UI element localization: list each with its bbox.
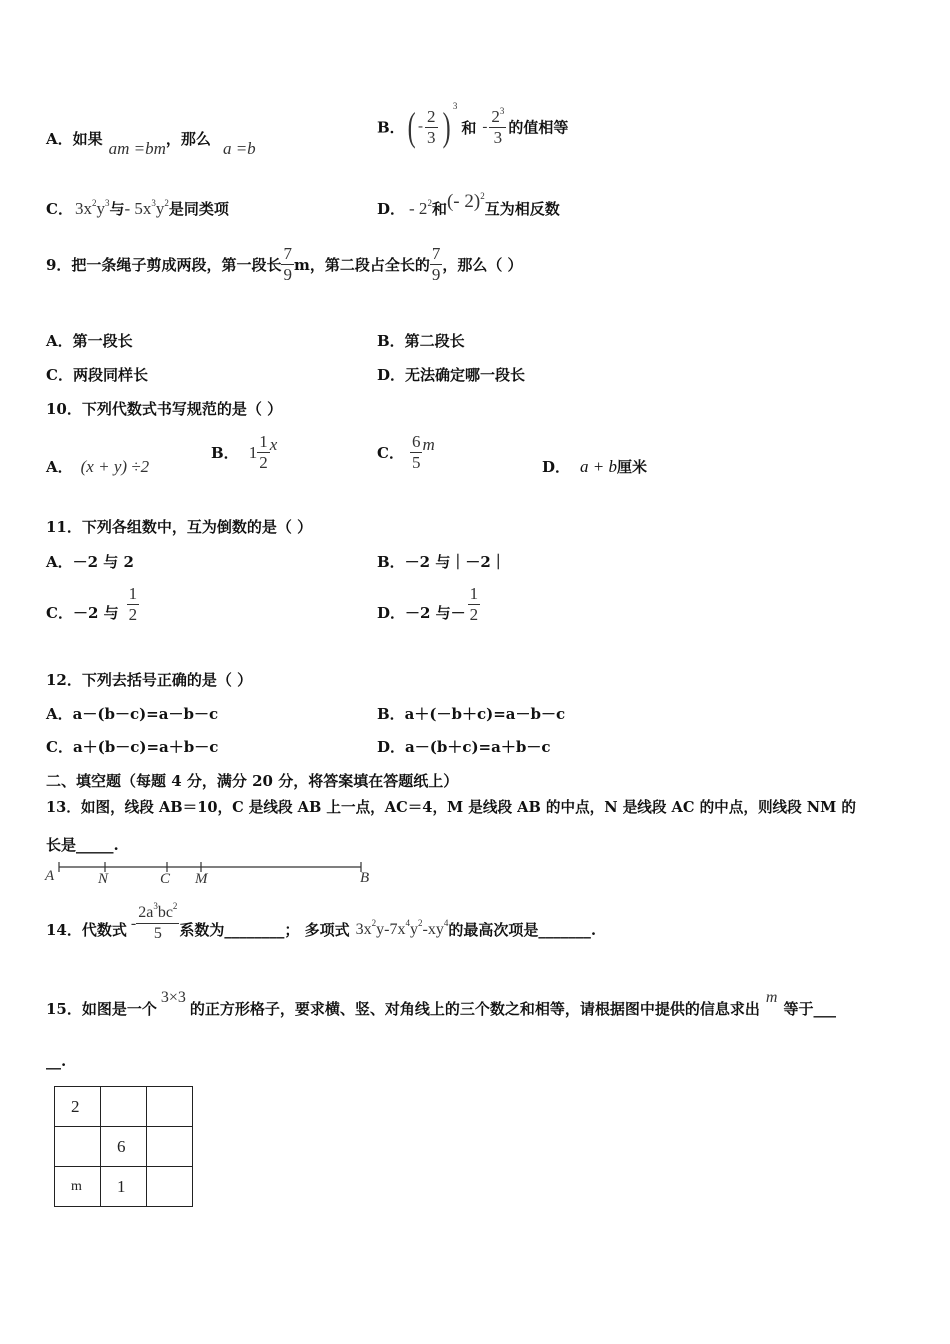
q10-option-c: C． $\frac{6}{5}$ m: [377, 432, 435, 472]
q9-fraction-2: $\frac{7}{9}$: [431, 244, 441, 284]
grid-cell: m: [55, 1167, 101, 1207]
q8-a-mid: ，那么: [165, 130, 211, 148]
q10-stem: 10．下列代数式书写规范的是（ ）: [46, 400, 283, 418]
point-label-a: A: [45, 868, 55, 884]
q15-magic-square: [54, 1086, 193, 1207]
q9-option-a: A．第一段长: [46, 332, 133, 350]
q8-b-tail: 的值相等: [508, 118, 569, 137]
q8-option-a: [46, 128, 256, 158]
q13-line2: 长是_____.: [46, 836, 119, 854]
q11-option-d: D．－2 与－ $\frac{1}{2}$: [377, 584, 479, 624]
q8-option-b: B．( - $\frac{2}{3}$ ) $^3$和 - $\frac{2^3}{3}$ 的值相等: [377, 101, 569, 149]
q9-option-b: B．第二段长: [377, 332, 465, 350]
q14-fraction: $\frac{2a^3bc^2}{5}$: [138, 901, 178, 942]
q8-b-fraction: $\frac{2}{3}$: [427, 106, 436, 147]
q8-b-and: 和: [461, 118, 477, 137]
q15-stem: 15．如图是一个3×3的正方形格子，要求横、竖、对角线上的三个数之和相等，请根据图中提供的信息求出m等于___: [46, 989, 836, 1018]
grid-cell: 1: [101, 1167, 147, 1207]
q8-option-c: C． $3x^2y^3$与- $5x^3y^2$是同类项: [46, 198, 229, 218]
q10-option-d: D． a + b厘米: [542, 457, 648, 476]
q8-a-expr2: a =b: [222, 139, 256, 158]
q11-option-c: C．－2 与 $\frac{1}{2}$: [46, 584, 138, 624]
point-label-b: B: [360, 870, 370, 886]
grid-cell: 6: [101, 1127, 147, 1167]
grid-cell: [147, 1087, 193, 1127]
q10-option-b: B． 1 $\frac{1}{2}$ x: [211, 432, 278, 472]
grid-cell: [101, 1087, 147, 1127]
q11-option-b: B．－2 与｜－2｜: [377, 553, 506, 571]
grid-cell: [147, 1167, 193, 1207]
section2-title: 二、填空题（每题 4 分，满分 20 分，将答案填在答题纸上）: [46, 772, 459, 790]
q8-b-exp: 3: [452, 101, 458, 111]
grid-cell: 2: [55, 1087, 101, 1127]
q14-stem: 14．代数式 - $\frac{2a^3bc^2}{5}$ 系数为________； 多项式 $3x^2y-7x^4y^2-xy^4$的最高次项是_______.: [46, 901, 597, 942]
grid-row: [55, 1167, 193, 1207]
point-label-m: M: [195, 871, 208, 887]
q8-option-d: D． - $2^2$和(- 2)$^2$互为相反数: [377, 191, 560, 218]
q11-stem: 11．下列各组数中，互为倒数的是（ ）: [46, 518, 313, 536]
grid-cell: [147, 1127, 193, 1167]
q11-option-a: A．－2 与 2: [46, 553, 134, 571]
point-label-n: N: [98, 871, 109, 887]
q10-option-a: A． (x + y) ÷2: [46, 457, 150, 476]
point-label-c: C: [160, 871, 171, 887]
grid-row: [55, 1127, 193, 1167]
grid-cell: [55, 1127, 101, 1167]
q15-line2: __.: [46, 1052, 67, 1070]
q9-fraction-1: $\frac{7}{9}$: [283, 244, 292, 284]
grid-row: [55, 1087, 193, 1127]
q8-b-fraction2: $\frac{2^3}{3}$: [491, 105, 505, 147]
q9-option-d: D．无法确定哪一段长: [377, 366, 526, 384]
q8-b-label: B．: [377, 118, 405, 137]
q12-option-a: A．a－(b－c)=a－b－c: [46, 705, 219, 723]
q8-a-expr1: am =bm: [108, 139, 166, 158]
q12-stem: 12．下列去括号正确的是（ ）: [46, 671, 253, 689]
q12-option-b: B．a＋(－b＋c)=a－b－c: [377, 705, 566, 723]
q9-stem: 9．把一条绳子剪成两段，第一段长 $\frac{7}{9}$ m，第二段占全长的 $\frac{7}{9}$ ，那么（ ）: [46, 244, 523, 284]
q13-segment-diagram: [40, 858, 380, 890]
q9-option-c: C．两段同样长: [46, 366, 148, 384]
q12-option-c: C．a＋(b－c)=a＋b－c: [46, 738, 219, 756]
q8-a-label: A．如果: [46, 130, 103, 148]
q13-line1: 13．如图，线段 AB＝10，C 是线段 AB 上一点，AC＝4，M 是线段 AB 的中点，N 是线段 AC 的中点，则线段 NM 的: [46, 799, 856, 816]
q8-b-minus: -: [418, 118, 424, 135]
q12-option-d: D．a－(b＋c)=a＋b－c: [377, 738, 551, 756]
